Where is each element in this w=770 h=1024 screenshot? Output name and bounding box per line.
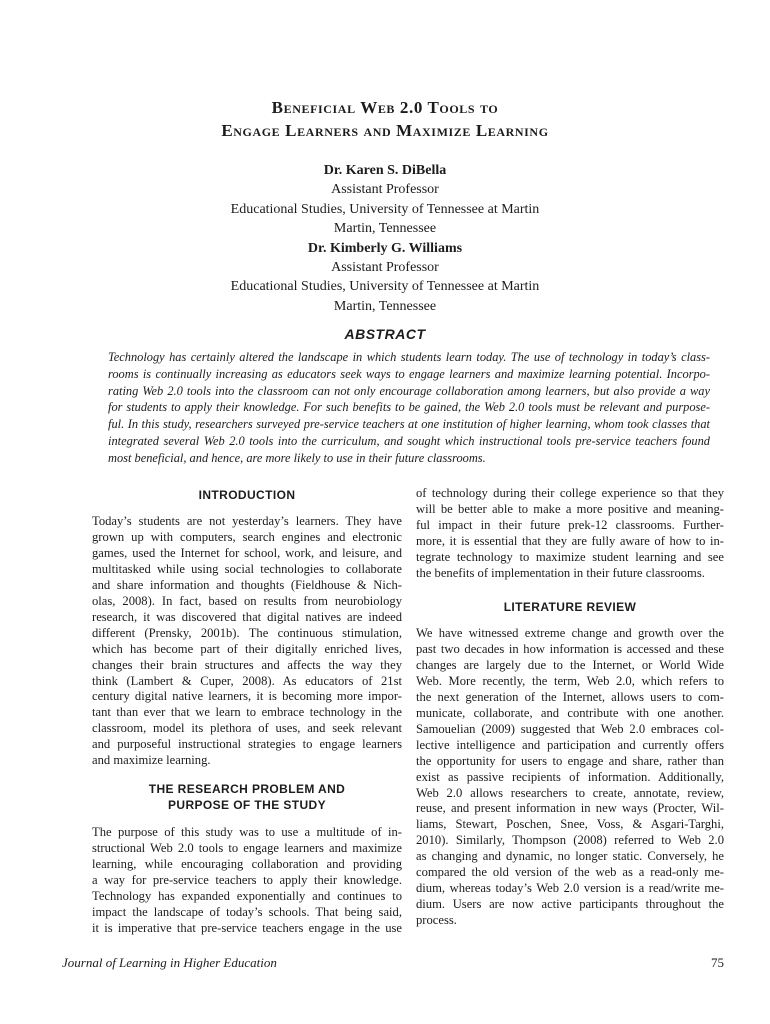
text-line: century digital native learners, it is becoming more impor- bbox=[92, 689, 402, 704]
research-problem-paragraph bbox=[92, 825, 402, 937]
text-line: tant than ever that we learn to embrace technology in the bbox=[92, 705, 402, 720]
text-line: ful impact in their future prek-12 classrooms. Further- bbox=[416, 517, 724, 532]
text-line: which has become part of their digitally enriched lives, bbox=[92, 641, 402, 656]
text-line: structional Web 2.0 tools to engage learners and maximize bbox=[92, 840, 402, 855]
text-line: it is imperative that pre-service teachers engage in the use bbox=[92, 920, 402, 935]
introduction-continuation-paragraph bbox=[416, 486, 724, 582]
text-line: different (Prensky, 2001b). The continuous stimulation, bbox=[92, 625, 402, 640]
text-line: lective intelligence and participation and currently offers bbox=[416, 737, 724, 752]
text-line: Web 2.0 allows researchers to create, annotate, review, bbox=[416, 785, 724, 800]
abstract-heading: ABSTRACT bbox=[344, 326, 426, 342]
text-line: Samouelian (2009) suggested that Web 2.0 embraces col- bbox=[416, 721, 724, 736]
abstract-line: Technology has certainly altered the landscape in which students learn today. The use of technology in today’s class- bbox=[108, 350, 710, 364]
literature-review-paragraph bbox=[416, 626, 724, 929]
abstract-line: rooms is continually increasing as educators seek ways to engage learners and maximize learning potential. Incorpo- bbox=[108, 366, 710, 381]
introduction-heading: INTRODUCTION bbox=[198, 488, 296, 502]
text-line: municate, collaborate, and contribute with one another. bbox=[416, 705, 724, 720]
text-line: the opportunity for users to engage and share, rather than bbox=[416, 753, 724, 768]
author-position: Assistant Professor bbox=[331, 182, 439, 198]
text-line: classroom, model its plethora of uses, and seek relevant bbox=[92, 721, 402, 736]
author-location: Martin, Tennessee bbox=[333, 298, 437, 314]
text-line: changes are largely due to the Internet, or World Wide bbox=[416, 657, 724, 672]
text-line: of technology during their college experience so that they bbox=[416, 486, 724, 500]
text-line: liams, Stewart, Poschen, Snee, Voss, & Asgari-Targhi, bbox=[416, 817, 724, 832]
text-line: will be better able to make a more positive and meaning- bbox=[416, 501, 724, 516]
text-line: learning, while encouraging collaboration and providing bbox=[92, 856, 402, 871]
text-line: impact the landscape of today’s schools. That being said, bbox=[92, 904, 402, 919]
text-line: dium, whereas today’s Web 2.0 version is a read/write me- bbox=[416, 881, 724, 896]
text-line: compared the old version of the web as a read-only me- bbox=[416, 865, 724, 880]
author-affiliation: Educational Studies, University of Tennessee at Martin bbox=[230, 279, 540, 295]
text-line: grown up with computers, search engines and electronic bbox=[92, 529, 402, 544]
text-line: The purpose of this study was to use a multitude of in- bbox=[92, 825, 402, 839]
text-line: process. bbox=[416, 913, 457, 928]
text-line: the benefits of implementation in their future classrooms. bbox=[416, 565, 705, 580]
literature-review-heading: LITERATURE REVIEW bbox=[503, 600, 637, 614]
text-line: Technology has expanded exponentially and continues to bbox=[92, 888, 402, 903]
text-line: dium. Users are now active participants throughout the bbox=[416, 897, 724, 912]
text-line: reuse, and present information in new ways (Procter, Wil- bbox=[416, 801, 724, 816]
text-line: research, it was discovered that digital natives are indeed bbox=[92, 609, 402, 624]
text-line: think (Lambert & Cuper, 2008). As educators of 21st bbox=[92, 673, 402, 688]
abstract-line: integrated several Web 2.0 tools into the curriculum, and sought which instructional tools pre-service teachers found bbox=[108, 433, 710, 448]
author-location: Martin, Tennessee bbox=[333, 221, 437, 237]
text-line: as changing and dynamic, no longer static. Conversely, he bbox=[416, 849, 724, 864]
text-line: changes their brain structures and affects the way they bbox=[92, 657, 402, 672]
journal-name: Journal of Learning in Higher Education bbox=[62, 955, 277, 970]
introduction-paragraph bbox=[92, 514, 402, 769]
text-line: tegrate technology to maximize student learning and see bbox=[416, 549, 724, 564]
text-line: more, it is essential that they are fully aware of how to in- bbox=[416, 533, 724, 548]
text-line: multitasked while using social technologies to collaborate bbox=[92, 561, 402, 576]
abstract-line: ful. In this study, researchers surveyed pre-service teachers at one institution of higher learning, whom took classes that bbox=[108, 417, 710, 432]
heading-line: THE RESEARCH PROBLEM AND bbox=[148, 782, 346, 796]
text-line: and purposeful instructional strategies to engage learners bbox=[92, 737, 402, 752]
text-line: Web. More recently, the term, Web 2.0, which refers to bbox=[416, 673, 724, 688]
abstract-line: rating Web 2.0 tools into the classroom can not only encourage collaboration among learners, but also provide a way bbox=[108, 383, 710, 398]
author-position: Assistant Professor bbox=[331, 260, 439, 276]
abstract-line: for students to apply their knowledge. For such benefits to be gained, the Web 2.0 tools must be relevant and purpose- bbox=[108, 400, 710, 415]
author-block bbox=[0, 161, 770, 316]
text-line: games, used the Internet for school, work, and leisure, and bbox=[92, 545, 402, 560]
page-number: 75 bbox=[711, 955, 724, 970]
text-line: a way for pre-service teachers to apply their knowledge. bbox=[92, 872, 402, 887]
article-title-line-2: Engage Learners and Maximize Learning bbox=[221, 121, 549, 140]
text-line: We have witnessed extreme change and growth over the bbox=[416, 626, 724, 640]
text-line: exist as passive recipients of information. Additionally, bbox=[416, 769, 724, 784]
text-line: past two decades in how information is accessed and these bbox=[416, 641, 724, 656]
text-line: and share information and thoughts (Fieldhouse & Nich- bbox=[92, 577, 402, 592]
text-line: the next generation of the Internet, allows users to com- bbox=[416, 689, 724, 704]
text-line: and maximize learning. bbox=[92, 753, 211, 768]
text-line: olas, 2008). In fact, based on results from neurobiology bbox=[92, 593, 402, 608]
author-affiliation: Educational Studies, University of Tennessee at Martin bbox=[230, 201, 540, 217]
text-line: Today’s students are not yesterday’s learners. They have bbox=[92, 514, 402, 528]
author-name: Dr. Karen S. DiBella bbox=[323, 163, 447, 178]
author-name: Dr. Kimberly G. Williams bbox=[307, 240, 463, 256]
research-problem-heading bbox=[92, 781, 402, 813]
abstract-line: most beneficial, and hence, are more likely to use in their future classrooms. bbox=[108, 450, 486, 465]
heading-line: PURPOSE OF THE STUDY bbox=[167, 798, 327, 812]
text-line: 2010). Similarly, Thompson (2008) referred to Web 2.0 bbox=[416, 833, 724, 848]
abstract-text bbox=[108, 349, 710, 467]
article-title-line-1: Beneficial Web 2.0 Tools to bbox=[271, 98, 499, 117]
